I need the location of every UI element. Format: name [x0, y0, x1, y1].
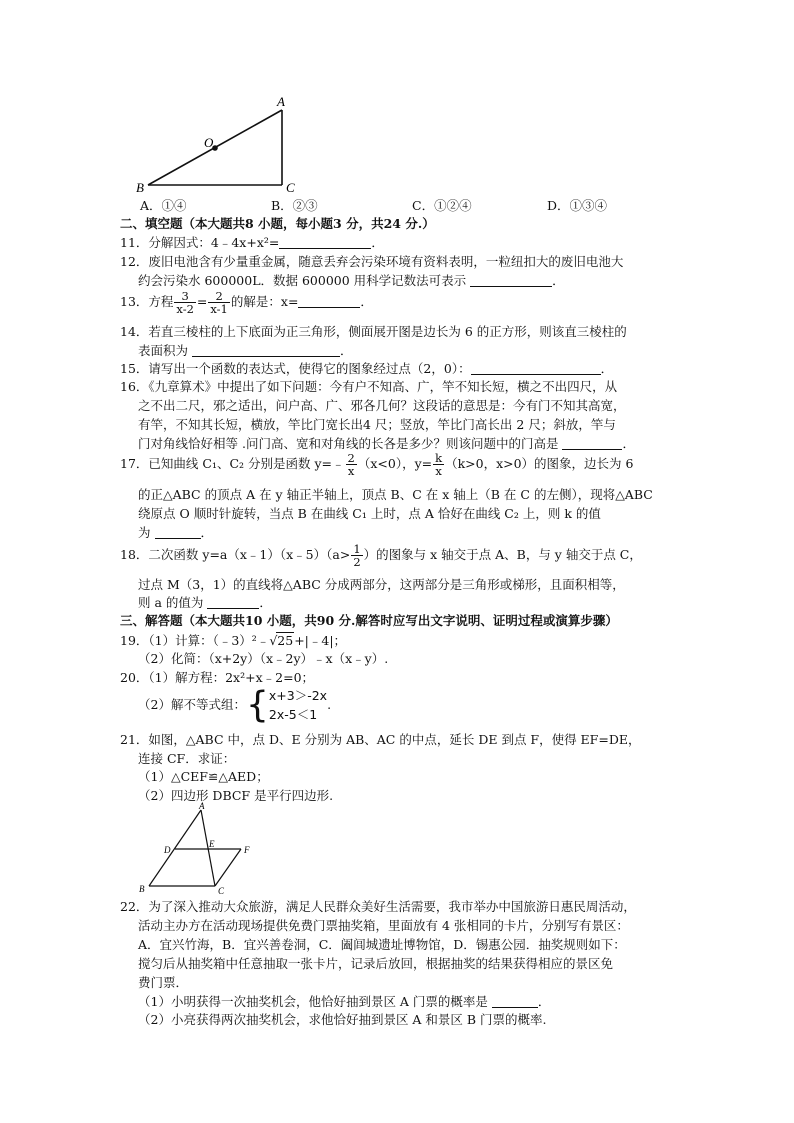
- fraction-3-over-x-2: [174, 290, 196, 315]
- question-12-text: 约会污染水 600000L．数据 600000 用科学记数法可表示: [138, 273, 467, 288]
- fraction-numerator: 2: [347, 451, 355, 465]
- answer-blank-11: [279, 236, 371, 249]
- question-17-line-3: 绕原点 O 顺时针旋转，当点 B 在曲线 C₁ 上时，点 A 恰好在曲线 C₂ 上，则 k 的值: [138, 506, 601, 521]
- question-12-line-1: 12．废旧电池含有少量重金属，随意丢弃会污染环境有资料表明，一粒纽扣大的废旧电池大: [120, 254, 624, 269]
- question-16-line-2: 之不出二尺，邪之适出，问户高、广、邪各几何？这段话的意思是：今有门不知其高宽，: [138, 398, 626, 413]
- question-21-line-4: （2）四边形 DBCF 是平行四边形.: [138, 788, 334, 803]
- question-17-text: 为: [138, 525, 151, 540]
- system-brace: {: [245, 684, 269, 726]
- fraction-2-over-x: [346, 452, 357, 477]
- question-18-line-1: [120, 543, 642, 568]
- label-c: C: [218, 886, 225, 896]
- fraction-numerator: k: [435, 451, 443, 465]
- question-21-line-2: 连接 CF．求证：: [138, 751, 236, 766]
- question-19-part-a: 19．（1）计算：（﹣3）²﹣: [120, 633, 270, 648]
- fraction-k-over-x: [433, 452, 444, 477]
- fraction-numerator: 1: [353, 542, 361, 556]
- question-19-line-2: （2）化简：（x+2y）（x﹣2y）﹣x（x﹣y）.: [138, 651, 389, 666]
- answer-blank-16: [562, 437, 622, 450]
- question-21-line-1: 21．如图，△ABC 中，点 D、E 分别为 AB、AC 的中点，延长 DE 到点 F，使得 EF=DE，: [120, 732, 641, 747]
- fraction-denominator: x-2: [176, 302, 194, 317]
- question-22-line-4: 搅匀后从抽奖箱中任意抽取一张卡片，记录后放回，根据抽奖的结果获得相应的景区免: [138, 956, 614, 971]
- question-14-line-1: 14．若直三棱柱的上下底面为正三角形，侧面展开图是边长为 6 的正方形，则该直三棱柱的: [120, 324, 627, 339]
- question-20-line-1: 20．（1）解方程：2x²+x﹣2=0；: [120, 670, 315, 685]
- label-d: D: [164, 845, 171, 855]
- question-22-line-5: 费门票．: [138, 975, 189, 990]
- question-20-line-2: [138, 686, 331, 725]
- question-18-part-b: ）的图象与 x 轴交于点 A、B，与 y 轴交于点 C，: [363, 547, 642, 563]
- question-16-line-4: 门对角线恰好相等 .问门高、宽和对角线的长各是多少？则该问题中的门高是 ．: [138, 436, 635, 451]
- triangle-figure-abo: [130, 90, 300, 200]
- question-18-part-a: 18．二次函数 y=a（x﹣1）（x﹣5）（a>: [120, 547, 351, 563]
- answer-blank-18: [207, 596, 259, 609]
- inequality-system: [269, 686, 327, 725]
- question-16-line-1: 16．《九章算术》中提出了如下问题：今有户不知高、广，竿不知长短，横之不出四尺，从: [120, 379, 618, 394]
- question-17-line-4: 为 ．: [138, 525, 214, 540]
- label-o: O: [204, 135, 214, 150]
- question-22-line-6: （1）小明获得一次抽奖机会，他恰好抽到景区 A 门票的概率是 ．: [138, 994, 551, 1009]
- label-b: B: [139, 884, 145, 894]
- label-b: B: [136, 180, 144, 195]
- answer-blank-22: [492, 995, 538, 1008]
- question-17-line-2: 的正△ABC 的顶点 A 在 y 轴正半轴上，顶点 B、C 在 x 轴上（B 在 C 的左侧），现将△ABC: [138, 487, 653, 502]
- parallelogram-figure-dbcf: [135, 800, 265, 896]
- question-17-line-1: [120, 452, 633, 477]
- question-11-text: 11．分解因式：4﹣4x+x²=: [120, 235, 280, 250]
- question-20-text: （2）解不等式组：: [138, 696, 246, 712]
- fraction-denominator: 2: [353, 555, 361, 570]
- option-d: D．①③④: [547, 198, 608, 213]
- inequality-2: 2x-5＜1: [268, 707, 318, 723]
- option-b: B．②③: [271, 198, 318, 213]
- question-19-line-1: [120, 632, 346, 650]
- answer-blank-17: [155, 526, 201, 539]
- question-13: 13．方程 $\frac{3}{x-2}$ = $\frac{2}{x-1}$ 的解是：x= ．: [120, 289, 373, 317]
- question-18-line-2: 过点 M（3，1）的直线将△ABC 分成两部分，这两部分是三角形或梯形，且面积相等，: [138, 577, 625, 592]
- question-22-line-1: 22．为了深入推动大众旅游，满足人民群众美好生活需要，我市举办中国旅游日惠民周活动，: [120, 899, 636, 914]
- question-13-suffix: 的解是：x=: [230, 294, 299, 310]
- question-14-line-2: 表面积为 ．: [138, 343, 353, 358]
- label-c: C: [286, 180, 295, 195]
- label-a: A: [199, 801, 205, 811]
- question-18-line-3: 则 a 的值为 ．: [138, 595, 272, 610]
- inequality-1: x+3＞-2x: [268, 688, 328, 703]
- question-18-text: 则 a 的值为: [138, 595, 204, 610]
- question-22-line-3: A．宜兴竹海，B．宜兴善卷洞，C．阖闾城遗址博物馆，D．锡惠公园．抽奖规则如下：: [138, 937, 626, 952]
- question-17-part-b: （x<0），y=: [357, 456, 433, 472]
- fraction-2-over-x-1: [208, 290, 230, 315]
- label-a: A: [277, 94, 285, 109]
- fraction-denominator: x-1: [210, 302, 228, 317]
- question-12-line-2: 约会污染水 600000L．数据 600000 用科学记数法可表示 ．: [138, 273, 565, 288]
- question-19-part-b: +|﹣4|；: [294, 633, 347, 648]
- question-15-text: 15．请写出一个函数的表达式，使得它的图象经过点（2，0）：: [120, 361, 471, 376]
- section-3-heading: 三、解答题（本大题共10 小题，共90 分.解答时应写出文字说明、证明过程或演算步骤）: [120, 613, 618, 628]
- question-11: 11．分解因式：4﹣4x+x²= ．: [120, 235, 384, 250]
- question-22-line-7: （2）小亮获得两次抽奖机会，求他恰好抽到景区 A 和景区 B 门票的概率.: [138, 1012, 547, 1027]
- label-f: F: [244, 845, 250, 855]
- question-17-part-c: （k>0，x>0）的图象，边长为 6: [445, 456, 634, 472]
- sqrt-radicand: 25: [277, 633, 294, 648]
- question-14-text: 表面积为: [138, 343, 189, 358]
- question-13-prefix: 13．方程: [120, 294, 174, 310]
- question-21-line-3: （1）△CEF≌△AED；: [138, 769, 269, 784]
- period: .: [327, 696, 332, 712]
- segment-ab: [149, 810, 201, 886]
- fraction-numerator: 3: [174, 290, 196, 303]
- label-e: E: [209, 839, 215, 849]
- answer-blank-14: [192, 344, 340, 357]
- fraction-denominator: x: [435, 464, 442, 479]
- fraction-numerator: 2: [208, 290, 230, 303]
- question-22-line-2: 活动主办方在活动现场提供免费门票抽奖箱，里面放有 4 张相同的卡片，分别写有景区：: [138, 918, 629, 933]
- question-17-part-a: 17．已知曲线 C₁、C₂ 分别是函数 y=﹣: [120, 456, 345, 472]
- segment-cf: [215, 849, 241, 886]
- fraction-denominator: x: [347, 464, 355, 479]
- answer-blank-13: [298, 295, 360, 308]
- answer-blank-15: [471, 362, 601, 375]
- question-22-part-1: （1）小明获得一次抽奖机会，他恰好抽到景区 A 门票的概率是: [138, 994, 488, 1009]
- sqrt-sign: √: [269, 633, 278, 648]
- answer-blank-12: [470, 274, 552, 287]
- section-2-heading: 二、填空题（本大题共8 小题，每小题3 分，共24 分.）: [120, 216, 435, 231]
- option-a: A．①④: [140, 198, 187, 213]
- question-16-text: 门对角线恰好相等 .问门高、宽和对角线的长各是多少？则该问题中的门高是: [138, 436, 559, 451]
- question-16-line-3: 有竿，不知其长短，横放，竿比门宽长出4 尺；竖放，竿比门高长出 2 尺；斜放，竿与: [138, 417, 616, 432]
- question-15: 15．请写出一个函数的表达式，使得它的图象经过点（2，0）： ．: [120, 361, 614, 376]
- fraction-1-over-2: [351, 543, 362, 568]
- equals-sign: =: [196, 294, 208, 310]
- option-c: C．①②④: [412, 198, 472, 213]
